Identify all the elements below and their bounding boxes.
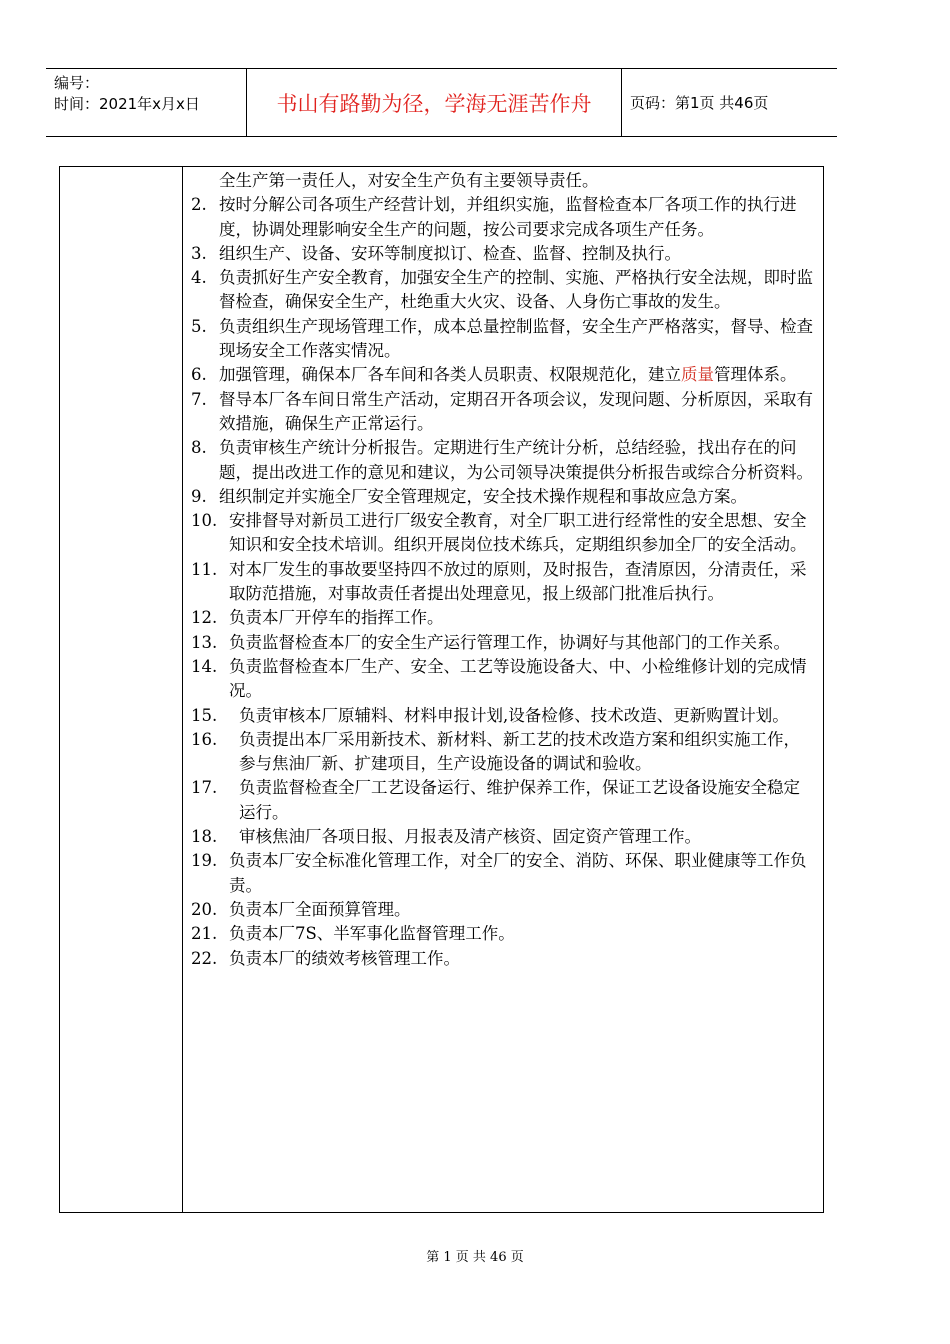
item-number: 16. [191, 729, 218, 749]
item-number: 8. [191, 438, 207, 458]
item-number: 14. [191, 656, 218, 676]
item-number: 20. [191, 899, 218, 919]
item-number: 2. [191, 195, 207, 215]
list-item [191, 558, 813, 607]
item-text: 负责本厂开停车的指挥工作。 [229, 608, 444, 628]
list-item [191, 776, 813, 825]
list-item [191, 704, 813, 728]
header-page-code: 页码：第1页 共46页 [630, 94, 769, 112]
header-meta [46, 69, 247, 136]
item-text: 负责本厂的绩效考核管理工作。 [229, 948, 460, 968]
item-text: 按时分解公司各项生产经营计划，并组织实施，监督检查本厂各项工作的执行进度，协调处理影响安全生产的问题，按公司要求完成各项生产任务。 [219, 195, 797, 239]
item-text: 组织生产、设备、安环等制度拟订、检查、监督、控制及执行。 [219, 243, 681, 263]
item-text: 对本厂发生的事故要坚持四不放过的原则，及时报告，查清原因，分清责任，采取防范措施，对事故责任者提出处理意见，报上级部门批准后执行。 [229, 559, 807, 604]
item-number: 21. [191, 924, 218, 944]
list-item [191, 436, 813, 485]
item-text: 组织制定并实施全厂安全管理规定，安全技术操作规程和事故应急方案。 [219, 486, 747, 506]
item-number: 11. [191, 559, 218, 579]
item-number: 12. [191, 608, 218, 628]
item-text-after: 管理体系。 [714, 365, 797, 385]
item-text: 负责本厂全面预算管理。 [229, 899, 411, 919]
list-item [191, 655, 813, 704]
item-text: 负责监督检查本厂生产、安全、工艺等设施设备大、中、小检维修计划的完成情况。 [229, 656, 807, 701]
item-number: 17. [191, 778, 218, 798]
time-label: 时间：2021年x月x日 [54, 95, 200, 113]
item-text: 负责本厂安全标准化管理工作，对全厂的安全、消防、环保、职业健康等工作负责。 [229, 851, 807, 895]
table-left-column [60, 167, 183, 1212]
list-item [191, 363, 813, 387]
list-item [191, 266, 813, 315]
list-item [191, 193, 813, 242]
list-item [191, 922, 813, 946]
item-text: 审核焦油厂各项日报、月报表及清产核资、固定资产管理工作。 [239, 827, 701, 847]
duties-table [59, 166, 824, 1213]
item-number: 13. [191, 632, 218, 652]
item-text: 负责监督检查本厂的安全生产运行管理工作，协调好与其他部门的工作关系。 [229, 632, 790, 652]
item-text: 负责审核本厂原辅料、材料申报计划,设备检修、技术改造、更新购置计划。 [239, 705, 789, 725]
item-text: 安排督导对新员工进行厂级安全教育，对全厂职工进行经常性的安全思想、安全知识和安全技术培训。组织开展岗位技术练兵，定期组织参加全厂的安全活动。 [229, 511, 807, 555]
list-item [191, 631, 813, 655]
item-number: 15. [191, 705, 218, 725]
item-text: 负责监督检查全厂工艺设备运行、维护保养工作，保证工艺设备设施安全稳定运行。 [239, 778, 800, 822]
item-text-before: 加强管理，确保本厂各车间和各类人员职责、权限规范化，建立 [219, 365, 681, 385]
item-number: 10. [191, 511, 218, 531]
number-label: 编号： [54, 74, 100, 92]
duties-list [183, 167, 823, 1212]
list-item [191, 485, 813, 509]
list-item [191, 242, 813, 266]
item-number: 5. [191, 316, 207, 336]
item-text: 负责审核生产统计分析报告。定期进行生产统计分析，总结经验，找出存在的问题，提出改进工作的意见和建议，为公司领导决策提供分析报告或综合分析资料。 [219, 438, 813, 482]
list-item [191, 898, 813, 922]
item-number: 18. [191, 827, 218, 847]
list-item [191, 849, 813, 898]
item-text: 督导本厂各车间日常生产活动，定期召开各项会议，发现问题、分析原因，采取有效措施，确保生产正常运行。 [219, 389, 813, 433]
item-number: 4. [191, 268, 207, 288]
lead-line: 全生产第一责任人，对安全生产负有主要领导责任。 [219, 171, 599, 190]
item-text-highlight: 质量 [681, 365, 714, 385]
page-header [46, 68, 837, 137]
list-item [191, 315, 813, 364]
list-item [191, 825, 813, 849]
item-text: 负责抓好生产安全教育，加强安全生产的控制、实施、严格执行安全法规，即时监督检查，确保安全生产，杜绝重大火灾、设备、人身伤亡事故的发生。 [219, 268, 813, 312]
list-item [191, 509, 813, 558]
item-number: 6. [191, 365, 207, 385]
item-number: 9. [191, 486, 207, 506]
item-text: 负责本厂7S、半军事化监督管理工作。 [229, 924, 515, 944]
page-footer: 第 1 页 共 46 页 [426, 1250, 524, 1265]
item-number: 22. [191, 948, 218, 968]
item-text: 负责提出本厂采用新技术、新材料、新工艺的技术改造方案和组织实施工作，参与焦油厂新、扩建项目，生产设施设备的调试和验收。 [239, 729, 800, 774]
item-text: 负责组织生产现场管理工作，成本总量控制监督，安全生产严格落实，督导、检查现场安全工作落实情况。 [219, 316, 813, 361]
list-item [191, 728, 813, 777]
list-item [191, 947, 813, 971]
item-number: 7. [191, 389, 207, 409]
list-item [191, 388, 813, 437]
item-text [219, 363, 813, 387]
item-number: 3. [191, 243, 207, 263]
header-motto: 书山有路勤为径，学海无涯苦作舟 [247, 69, 622, 136]
item-number: 19. [191, 851, 218, 871]
list-item [191, 606, 813, 630]
